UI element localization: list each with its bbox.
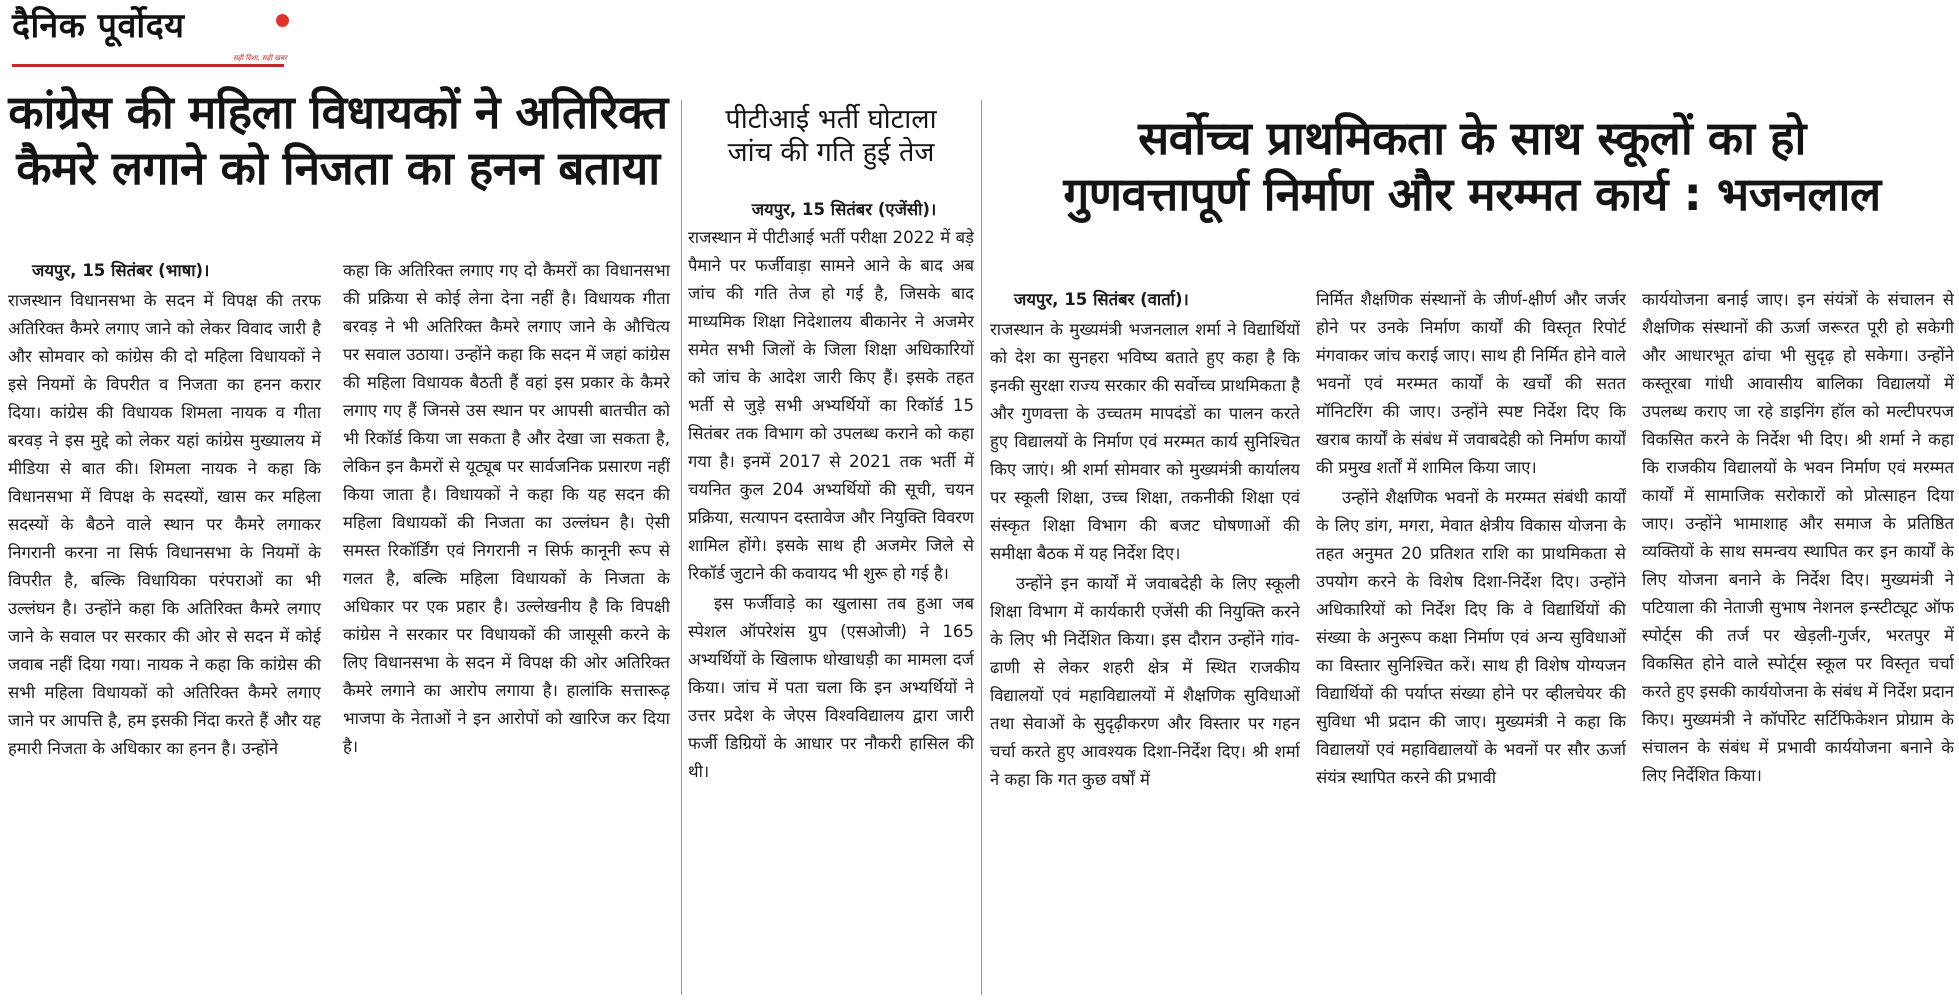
article1-headline-line2: कैमरे लगाने को निजता का हनन बताया — [16, 141, 660, 196]
article1-body-col1: राजस्थान विधानसभा के सदन में विपक्ष की तरफ अतिरिक्त कैमरे लगाए जाने को लेकर विवाद जारी है और सोमवार को कांग्रेस की दो महिला विधायकों ने इसे नियमों के विपरीत व निजता का हनन करार दिया। कांग्रेस की विधायक शिमला नायक व गीता बरवड़ ने इस मुद्दे को लेकर यहां कांग्रेस मुख्यालय में मीडिया से बात की। शिमला नायक ने कहा कि विधानसभा में विपक्ष के सदस्यों, खास कर महिला सदस्यों के बैठने वाले स्थान पर कैमरे लगाकर निगरानी करना ना सिर्फ विधानसभा के नियमों के विपरीत है, बल्कि विधायिका परंपराओं का भी उल्लंघन है। उन्होंने कहा कि अतिरिक्त कैमरे लगाए जाने के सवाल पर सरकार की ओर से सदन में कोई जवाब नहीं दिया गया। नायक ने कहा कि कांग्रेस की सभी महिला विधायकों को अतिरिक्त कैमरे लगाए जाने पर आपत्ति है, हम इसकी निंदा करते हैं और यह हमारी निजता के अधिकार का हनन है। उन्होंने — [8, 291, 321, 758]
column-divider-2 — [981, 100, 982, 995]
article3-body-col2-para1: निर्मित शैक्षणिक संस्थानों के जीर्ण-क्षीर्ण और जर्जर होने पर उनके निर्माण कार्यों की विस्तृत रिपोर्ट मंगवाकर जांच कराई जाए। साथ ही निर्मित होने वाले भवनों एवं मरम्मत कार्यों के खर्चों की सतत मॉनिटरिंग की जाए। उन्होंने स्पष्ट निर्देश दिए कि खराब कार्यों के संबंध में जवाबदेही को निर्माण कार्यों की प्रमुख शर्तों में शामिल किया जाए। — [1316, 290, 1626, 477]
article3-headline-line1: सर्वोच्च प्राथमिकता के साथ स्कूलों का हो — [1138, 111, 1806, 165]
article3-column-2 — [1316, 286, 1626, 995]
article3-headline-line2: गुणवत्तापूर्ण निर्माण और मरम्मत कार्य : भजनलाल — [1063, 167, 1881, 222]
article2-headline-line2: जांच की गति हुई तेज — [727, 136, 935, 168]
newspaper-tagline: सही दिशा, सही खबर — [232, 54, 287, 62]
column-divider-1 — [681, 100, 682, 995]
article1-body-col2: कहा कि अतिरिक्त लगाए गए दो कैमरों का विधानसभा की प्रक्रिया से कोई लेना देना नहीं है। विधायक गीता बरवड़ ने भी अतिरिक्त कैमरे लगाए जाने के औचित्य पर सवाल उठाया। उन्होंने कहा कि सदन में जहां कांग्रेस की महिला विधायक बैठती हैं वहां इस प्रकार के कैमरे लगाए गए हैं जिनसे उस स्थान पर आपसी बातचीत को भी रिकॉर्ड किया जा सकता है और देखा जा सकता है, लेकिन इन कैमरों से यूट्यूब पर सार्वजनिक प्रसारण नहीं किया जाता है। विधायकों ने कहा कि यह सदन की महिला विधायकों की निजता का उल्लंघन है। ऐसी समस्त रिकॉर्डिंग एवं निगरानी न सिर्फ कानूनी रूप से गलत है, बल्कि महिला विधायकों के निजता के अधिकार पर एक प्रहार है। उल्लेखनीय है कि विपक्षी कांग्रेस ने सरकार पर विधायकों की जासूसी करने के लिए विधानसभा के सदन में विपक्ष की ओर अतिरिक्त कैमरे लगाने का आरोप लगाया है। हालांकि सत्तारूढ़ भाजपा के नेताओं ने इन आरोपों को खारिज कर दिया है। — [343, 261, 670, 756]
article2-dateline: जयपुर, 15 सितंबर (एजेंसी)। — [751, 200, 937, 219]
article-pti-recruitment-scam — [686, 0, 976, 1001]
article2-column — [688, 198, 974, 995]
article3-column-1 — [990, 286, 1300, 995]
article2-headline-line1: पीटीआई भर्ती घोटाला — [725, 104, 937, 135]
article3-column-3 — [1642, 286, 1954, 995]
article-congress-mla-cameras — [0, 0, 676, 1001]
article1-headline-line1: कांग्रेस की महिला विधायकों ने अतिरिक्त — [8, 85, 668, 139]
article2-body-para1: राजस्थान में पीटीआई भर्ती परीक्षा 2022 में बड़े पैमाने पर फर्जीवाड़ा सामने आने के बाद अब जांच की गति तेज हो गई है, जिसके बाद माध्यमिक शिक्षा निदेशालय बीकानेर ने अजमेर समेत सभी जिलों के जिला शिक्षा अधिकारियों को जांच के आदेश जारी किए हैं। इसके तहत भर्ती से जुड़े सभी अभ्यर्थियों का रिकॉर्ड 15 सितंबर तक विभाग को उपलब्ध कराने को कहा गया है। इनमें 2017 से 2021 तक भर्ती में चयनित कुल 204 अभ्यर्थियों की सूची, चयन प्रक्रिया, सत्यापन दस्तावेज और नियुक्ति विवरण शामिल होंगे। इसके साथ ही अजमेर जिले से रिकॉर्ड जुटाने की कवायद भी शुरू हो गई है। — [688, 228, 974, 583]
article-school-construction-bhajanlal — [988, 0, 1956, 1001]
article3-body-col3: कार्ययोजना बनाई जाए। इन संयंत्रों के संचालन से शैक्षणिक संस्थानों की ऊर्जा जरूरत पूरी हो सकेगी और आधारभूत ढांचा भी सुदृढ़ हो सकेगा। उन्होंने कस्तूरबा गांधी आवासीय बालिका विद्यालयों में उपलब्ध कराए जा रहे डाइनिंग हॉल को मल्टीपरपज विकसित करने के निर्देश भी दिए। श्री शर्मा ने कहा कि राजकीय विद्यालयों के भवन निर्माण एवं मरम्मत कार्यों में सामाजिक सरोकारों को प्रोत्साहन दिया जाए। उन्होंने भामाशाह और समाज के प्रतिष्ठित व्यक्तियों के साथ समन्वय स्थापित कर इन कार्यों के लिए योजना बनाने के निर्देश दिए। मुख्यमंत्री ने पटियाला की नेताजी सुभाष नेशनल इन्स्टीट्यूट ऑफ स्पोर्ट्स की तर्ज पर खेड़ली-गुर्जर, भरतपुर में विकसित होने वाले स्पोर्ट्स स्कूल पर विस्तृत चर्चा करते हुए इसकी कार्ययोजना के संबंध में निर्देश प्रदान किए। मुख्यमंत्री ने कॉर्पोरेट सर्टिफिकेशन प्रोग्राम के संचालन के संबंध में प्रभावी कार्ययोजना बनाने के लिए निर्देशित किया। — [1642, 290, 1954, 785]
article2-body-para2: इस फर्जीवाड़े का खुलासा तब हुआ जब स्पेशल ऑपरेशंस ग्रुप (एसओजी) ने 165 अभ्यर्थियों के खिलाफ धोखाधड़ी का मामला दर्ज किया। जांच में पता चला कि इन अभ्यर्थियों ने उत्तर प्रदेश के जेएस विश्वविद्यालय द्वारा जारी फर्जी डिग्रियों के आधार पर नौकरी हासिल की थी। — [688, 594, 974, 781]
article3-dateline: जयपुर, 15 सितंबर (वार्ता)। — [1014, 290, 1189, 309]
article3-body-col1-para2: उन्होंने इन कार्यों में जवाबदेही के लिए स्कूली शिक्षा विभाग में कार्यकारी एजेंसी की नियुक्ति करने के लिए भी निर्देशित किया। इस दौरान उन्होंने गांव-ढाणी से लेकर शहरी क्षेत्र में स्थित राजकीय विद्यालयों एवं महाविद्यालयों में शैक्षणिक सुविधाओं तथा सेवाओं के सुदृढ़ीकरण और विस्तार पर गहन चर्चा करते हुए आवश्यक दिशा-निर्देश दिए। श्री शर्मा ने कहा कि गत कुछ वर्षों में — [990, 574, 1300, 789]
newspaper-logo: दैनिक पूर्वोदय — [12, 6, 185, 46]
article3-body-col2-para2: उन्होंने शैक्षणिक भवनों के मरम्मत संबंधी कार्यों के लिए डांग, मगरा, मेवात क्षेत्रीय विकास योजना के तहत अनुमत 20 प्रतिशत राशि का प्राथमिकता से उपयोग करने के विशेष दिशा-निर्देश दिए। उन्होंने अधिकारियों को निर्देश दिए कि वे विद्यार्थियों की संख्या के अनुरूप कक्षा निर्माण एवं अन्य सुविधाओं का विस्तार सुनिश्चित करें। साथ ही विशेष योग्यजन विद्यार्थियों की पर्याप्त संख्या होने पर व्हीलचेयर की सुविधा भी प्रदान की जाए। मुख्यमंत्री ने कहा कि विद्यालयों एवं महाविद्यालयों के भवनों पर सौर ऊर्जा संयंत्र स्थापित करने की प्रभावी — [1316, 488, 1626, 787]
article3-body-col1-para1: राजस्थान के मुख्यमंत्री भजनलाल शर्मा ने विद्यार्थियों को देश का सुनहरा भविष्य बताते हुए कहा है कि इनकी सुरक्षा राज्य सरकार की सर्वोच्च प्राथमिकता है और गुणवत्ता के उच्चतम मापदंडों का पालन करते हुए विद्यालयों के निर्माण एवं मरम्मत कार्य सुनिश्चित किए जाएं। श्री शर्मा सोमवार को मुख्यमंत्री कार्यालय पर स्कूली शिक्षा, उच्च शिक्षा, तकनीकी शिक्षा एवं संस्कृत शिक्षा विभाग की बजट घोषणाओं की समीक्षा बैठक में यह निर्देश दिए। — [990, 320, 1300, 563]
article1-column-2 — [343, 257, 670, 995]
article1-dateline: जयपुर, 15 सितंबर (भाषा)। — [32, 261, 210, 280]
article1-column-1 — [8, 257, 321, 995]
